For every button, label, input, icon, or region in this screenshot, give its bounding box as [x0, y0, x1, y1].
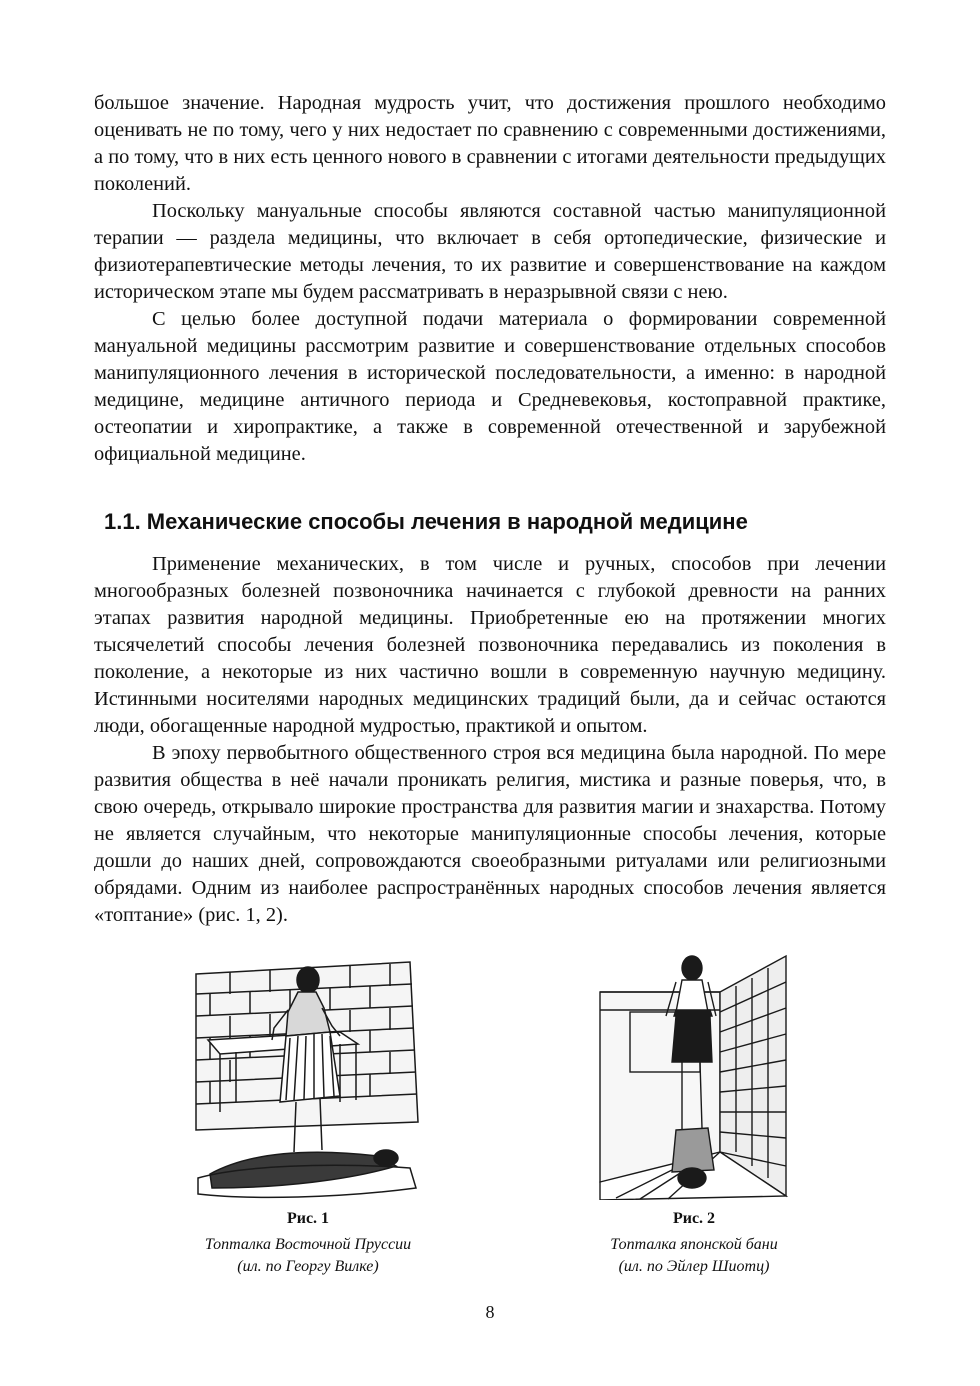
figure-2-illustration	[596, 952, 792, 1200]
page-number: 8	[485, 1302, 495, 1322]
figure-1	[150, 952, 466, 1278]
intro-text	[94, 90, 886, 468]
section-heading: 1.1. Механические способы лечения в народной медицине	[104, 509, 748, 534]
intro-paragraph-2: Поскольку мануальные способы являются составной частью манипуляционной терапии — раздела медицины, что включает в себя ортопедические, физические и физиотерапевтические методы лечения, то их развитие и совершенствование на каждом историческом этапе мы будем рассматривать в неразрывной связи с нею.	[94, 200, 886, 303]
section-paragraph-1: Применение механических, в том числе и ручных, способов при лечении многообразных болезней позвоночника начинается с глубокой древности на ранних этапах развития народной медицины. Приобретенные ею на протяжении многих тысячелетий способы лечения болезней позвоночника передавались из поколения в поколение, а некоторые из них частично вошли в современную научную медицину. Истинными носителями народных медицинских традиций были, да и сейчас остаются люди, обогащенные народной мудростью, практикой и опытом.	[94, 553, 886, 737]
section-paragraph-2: В эпоху первобытного общественного строя вся медицина была народной. По мере развития общества в неё начали проникать религия, мистика и разные поверья, что, в свою очередь, открывало широкие пространства для развития магии и знахарства. Потому не является случайным, что некоторые манипуляционные способы лечения, которые дошли до наших дней, сопровождаются своеобразными ритуалами или религиозными обрядами. Одним из наиболее распространённых народных способов лечения является «топтание» (рис. 1, 2).	[94, 742, 886, 926]
figure-1-caption-line-2: (ил. по Георгу Вилке)	[237, 1258, 379, 1275]
figure-1-illustration	[190, 952, 426, 1200]
intro-paragraph-3: С целью более доступной подачи материала о формировании современной мануальной медицины рассмотрим развитие и совершенствование отдельных способов манипуляционного лечения в исторической последовательности, а именно: в народной медицине, медицине античного периода и Средневековья, костоправной практике, остеопатии и хиропрактике, а также в современной отечественной и зарубежной официальной медицине.	[94, 308, 886, 465]
figure-1-title: Рис. 1	[286, 1210, 330, 1227]
figure-2-caption-line-2: (ил. по Эйлер Шиотц)	[618, 1258, 770, 1275]
intro-paragraph-1: большое значение. Народная мудрость учит, что достижения прошлого необходимо оценивать не по тому, чего у них недостает по сравнению с современными достижениями, а по тому, что в них есть ценного нового в сравнении с итогами деятельности предыдущих поколений.	[94, 92, 886, 195]
figure-2-caption-line-1: Топталка японской бани	[610, 1236, 778, 1253]
section-text	[94, 551, 886, 929]
figure-2	[546, 952, 842, 1278]
figure-1-caption-line-1: Топталка Восточной Пруссии	[204, 1236, 412, 1253]
figure-2-title: Рис. 2	[672, 1210, 716, 1227]
